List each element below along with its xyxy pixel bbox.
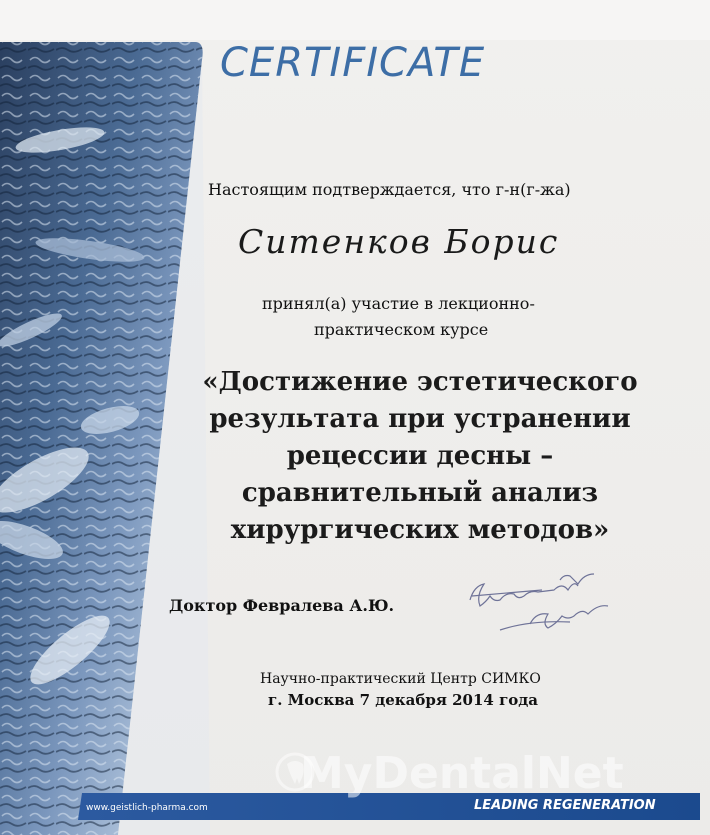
organization-name: Научно-практический Центр СИМКО — [260, 671, 541, 687]
course-title-line-4: сравнительный анализ — [241, 478, 599, 508]
footer-website-url: www.geistlich-pharma.com — [86, 803, 208, 813]
watermark-text: MyDentalNet — [300, 748, 624, 799]
handwritten-signature — [470, 574, 608, 630]
confirmation-text: Настоящим подтверждается, что г-н(г-жа) — [208, 180, 571, 199]
course-title-line-3: рецессии десны – — [286, 441, 554, 471]
course-title-line-5: хирургических методов» — [230, 515, 610, 545]
certificate-title: CERTIFICATE — [220, 40, 486, 86]
course-title-line-2: результата при устранении — [209, 404, 631, 434]
doctor-name: Доктор Февралева А.Ю. — [169, 596, 395, 615]
participant-name: Ситенков Борис — [238, 222, 560, 261]
participation-line-2: практическом курсе — [314, 320, 489, 339]
footer-slogan: LEADING REGENERATION — [474, 798, 656, 813]
course-title-line-1: «Достижение эстетического — [202, 367, 638, 397]
participation-line-1: принял(а) участие в лекционно- — [262, 294, 535, 313]
city-and-date: г. Москва 7 декабря 2014 года — [268, 691, 539, 709]
